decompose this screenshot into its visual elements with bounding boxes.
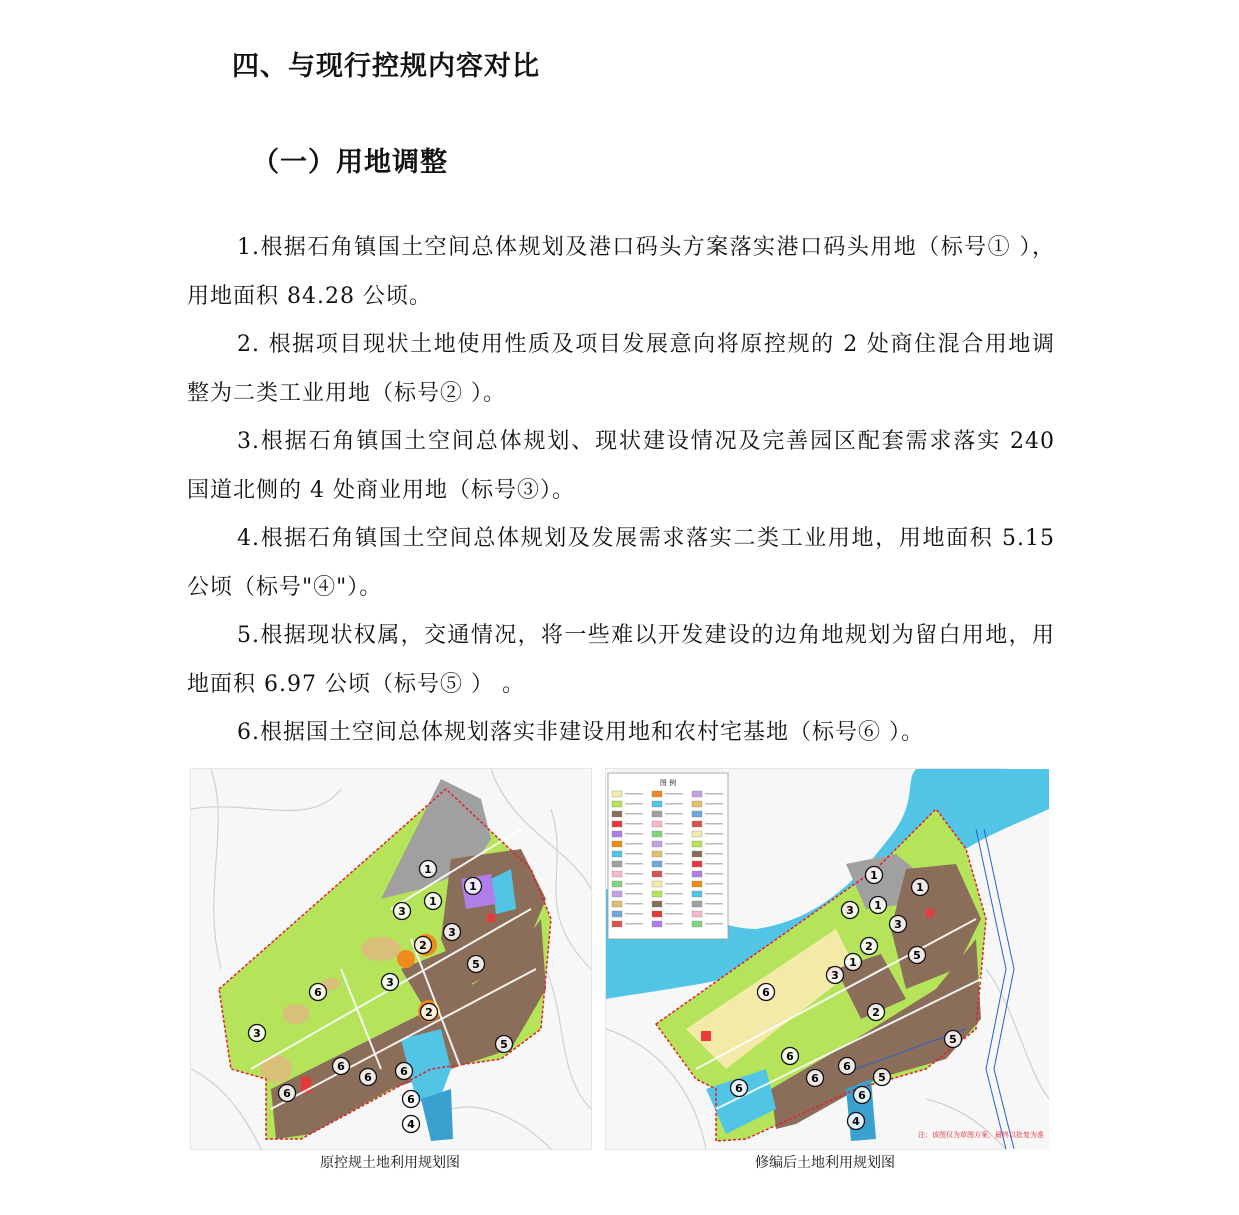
legend-swatch <box>652 861 662 867</box>
legend-text-line <box>665 893 683 895</box>
legend-text-line <box>665 903 683 905</box>
legend-text-line <box>625 863 643 865</box>
right-marker-label: 5 <box>949 1033 957 1046</box>
legend-text-line <box>705 843 723 845</box>
legend-swatch <box>652 821 662 827</box>
left-marker-label: 4 <box>407 1118 415 1131</box>
legend-text-line <box>625 873 643 875</box>
right-map-caption: 修编后土地利用规划图 <box>755 1155 895 1171</box>
legend-text-line <box>625 833 643 835</box>
legend-swatch <box>652 901 662 907</box>
legend-swatch <box>612 881 622 887</box>
right-marker-label: 6 <box>735 1082 743 1095</box>
legend-swatch <box>692 891 702 897</box>
legend-swatch <box>612 791 622 797</box>
left-marker-label: 3 <box>398 905 406 918</box>
legend-swatch <box>612 871 622 877</box>
left-marker-label: 2 <box>419 939 427 952</box>
right-marker-label: 5 <box>913 949 921 962</box>
legend-swatch <box>652 871 662 877</box>
original-land-use-map <box>190 768 592 1150</box>
legend-swatch <box>652 801 662 807</box>
legend-swatch <box>692 911 702 917</box>
legend-swatch <box>692 871 702 877</box>
legend-text-line <box>625 813 643 815</box>
left-marker-label: 3 <box>253 1027 261 1040</box>
legend-swatch <box>612 821 622 827</box>
right-marker-label: 6 <box>858 1089 866 1102</box>
legend-swatch <box>652 841 662 847</box>
legend-swatch <box>612 801 622 807</box>
legend-text-line <box>625 883 643 885</box>
legend-text-line <box>665 843 683 845</box>
left-marker-label: 5 <box>500 1038 508 1051</box>
legend-text-line <box>705 833 723 835</box>
legend-swatch <box>692 811 702 817</box>
paragraph-3: 3.根据石角镇国土空间总体规划、现状建设情况及完善园区配套需求落实 240 国道北侧的 4 处商业用地（标号③）。 <box>187 429 1055 503</box>
right-marker-label: 1 <box>916 881 924 894</box>
right-marker-label: 2 <box>865 940 873 953</box>
legend-title: 图 例 <box>659 779 677 787</box>
legend-text-line <box>625 853 643 855</box>
right-marker-label: 1 <box>849 956 857 969</box>
left-marker-label: 2 <box>425 1006 433 1019</box>
paragraph-4: 4.根据石角镇国土空间总体规划及发展需求落实二类工业用地，用地面积 5.15 公顷（标号"④"）。 <box>187 526 1055 600</box>
left-marker-label: 1 <box>429 895 437 908</box>
legend-text-line <box>625 903 643 905</box>
legend-swatch <box>692 791 702 797</box>
legend-swatch <box>652 851 662 857</box>
legend-swatch <box>692 921 702 927</box>
legend-swatch <box>652 891 662 897</box>
legend-swatch <box>692 901 702 907</box>
right-marker-label: 6 <box>786 1050 794 1063</box>
legend-swatch <box>612 811 622 817</box>
right-marker-label: 4 <box>852 1115 860 1128</box>
right-marker-label: 1 <box>874 899 882 912</box>
legend-swatch <box>692 881 702 887</box>
right-marker-label: 6 <box>811 1072 819 1085</box>
left-marker-label: 1 <box>424 863 432 876</box>
legend-text-line <box>665 853 683 855</box>
paragraph-6: 6.根据国土空间总体规划落实非建设用地和农村宅基地（标号⑥ ）。 <box>237 720 924 745</box>
legend-text-line <box>665 803 683 805</box>
paragraph-5: 5.根据现状权属，交通情况，将一些难以开发建设的边角地规划为留白用地，用地面积 6.97 公顷（标号⑤ ） 。 <box>187 623 1055 697</box>
right-marker-label: 1 <box>870 869 878 882</box>
legend-text-line <box>625 893 643 895</box>
subsection-heading: （一）用地调整 <box>252 147 448 178</box>
left-marker-label: 6 <box>400 1065 408 1078</box>
left-marker-label: 3 <box>448 926 456 939</box>
legend-swatch <box>692 851 702 857</box>
legend-text-line <box>665 863 683 865</box>
legend-swatch <box>652 811 662 817</box>
left-marker-label: 3 <box>386 976 394 989</box>
legend-text-line <box>625 823 643 825</box>
legend-swatch <box>652 921 662 927</box>
legend-text-line <box>705 793 723 795</box>
legend-text-line <box>625 793 643 795</box>
legend-text-line <box>705 873 723 875</box>
legend-swatch <box>612 831 622 837</box>
legend-text-line <box>705 823 723 825</box>
legend-text-line <box>665 923 683 925</box>
right-marker-label: 3 <box>831 969 839 982</box>
legend-swatch <box>612 861 622 867</box>
left-marker-label: 5 <box>472 958 480 971</box>
left-map-caption: 原控规土地利用规划图 <box>320 1155 460 1171</box>
legend-swatch <box>692 831 702 837</box>
legend-text-line <box>705 803 723 805</box>
left-marker-label: 6 <box>337 1060 345 1073</box>
legend-text-line <box>665 813 683 815</box>
right-marker-label: 2 <box>872 1006 880 1019</box>
left-marker-label: 6 <box>283 1087 291 1100</box>
left-marker-label: 6 <box>364 1071 372 1084</box>
left-marker-label: 1 <box>469 880 477 893</box>
legend-swatch <box>652 911 662 917</box>
legend-text-line <box>665 793 683 795</box>
legend-swatch <box>612 891 622 897</box>
right-marker-label: 5 <box>878 1071 886 1084</box>
revised-land-use-map <box>605 768 1044 1150</box>
legend-text-line <box>625 913 643 915</box>
legend-text-line <box>665 913 683 915</box>
legend-text-line <box>625 803 643 805</box>
legend-text-line <box>705 923 723 925</box>
section-heading: 四、与现行控规内容对比 <box>232 51 540 82</box>
legend-swatch <box>692 821 702 827</box>
legend-text-line <box>705 903 723 905</box>
right-marker-label: 3 <box>846 904 854 917</box>
legend-swatch <box>612 841 622 847</box>
legend-text-line <box>705 863 723 865</box>
legend-swatch <box>692 861 702 867</box>
legend-text-line <box>665 883 683 885</box>
legend-text-line <box>705 893 723 895</box>
right-marker-label: 3 <box>894 918 902 931</box>
legend-swatch <box>612 851 622 857</box>
paragraph-1: 1.根据石角镇国土空间总体规划及港口码头方案落实港口码头用地（标号① ），用地面积 84.28 公顷。 <box>187 235 1055 309</box>
legend-text-line <box>625 843 643 845</box>
legend-swatch <box>652 791 662 797</box>
legend-swatch <box>612 901 622 907</box>
legend-swatch <box>692 801 702 807</box>
map-note: 注：该图仅为草图方案，最终以批复为准 <box>918 1131 1044 1139</box>
left-marker-label: 6 <box>407 1093 415 1106</box>
left-marker-label: 6 <box>314 986 322 999</box>
legend-text-line <box>705 813 723 815</box>
legend-swatch <box>612 921 622 927</box>
right-marker-label: 6 <box>762 986 770 999</box>
paragraph-2: 2. 根据项目现状土地使用性质及项目发展意向将原控规的 2 处商住混合用地调整为二类工业用地（标号② ）。 <box>187 332 1055 406</box>
legend-text-line <box>665 833 683 835</box>
legend-text-line <box>705 883 723 885</box>
legend-text-line <box>665 823 683 825</box>
legend-swatch <box>692 841 702 847</box>
legend-swatch <box>652 881 662 887</box>
legend-text-line <box>625 923 643 925</box>
legend-text-line <box>705 853 723 855</box>
legend-text-line <box>665 873 683 875</box>
legend-swatch <box>652 831 662 837</box>
legend-swatch <box>612 911 622 917</box>
legend-text-line <box>705 913 723 915</box>
right-marker-label: 6 <box>843 1060 851 1073</box>
